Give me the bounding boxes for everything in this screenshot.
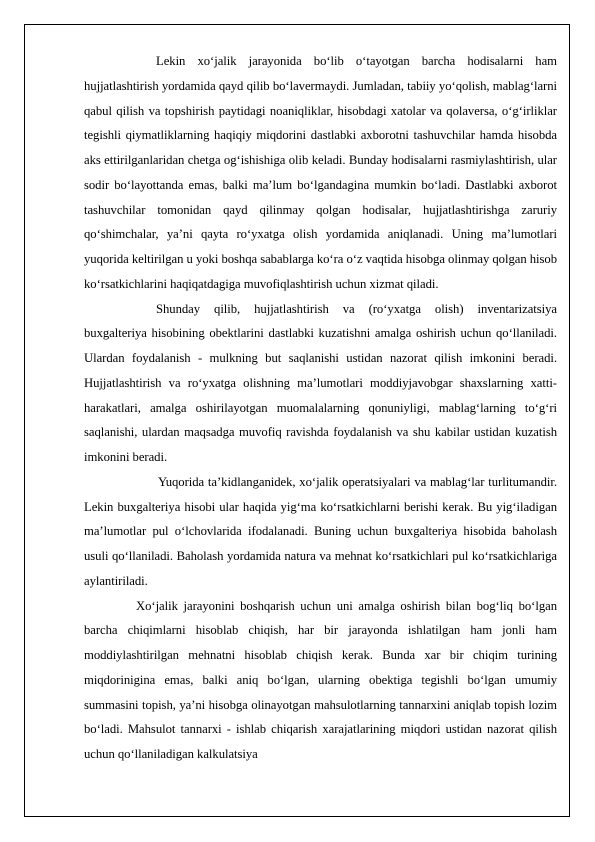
paragraph-1: Lekin xo‘jalik jarayonida bo‘lib o‘tayotgan barcha hodisalarni ham hujjatlashtirish yordamida qayd qilib bo‘lavermaydi. Jumladan, tabiiy yo‘qolish, mablag‘larni qabul qilish va topshirish paytidagi noaniqliklar, hisobdagi xatolar va qolaversa, o‘g‘irliklar tegishli qiymatliklarning haqiqiy miqdorini dastlabki axborotni tashuvchilar hamda hisobda aks ettirilganlaridan chetga og‘ishishiga olib keladi. Bunday hodisalarni rasmiylashtirish, ular sodir bo‘layottanda emas, balki ma’lum bo‘lgandagina mumkin bo‘ladi. Dastlabki axborot tashuvchilar tomonidan qayd qilinmay qolgan hodisalar, hujjatlashtirishga zaruriy qo‘shimchalar, ya’ni qayta ro‘yxatga olish yordamida aniqlanadi. Uning ma’lumotlari yuqorida keltirilgan u yoki boshqa sabablarga ko‘ra o‘z vaqtida hisobga olinmay qolgan hisob ko‘rsatkichlarini haqiqatdagiga muvofiqlashtirish uchun xizmat qiladi. [84, 54, 557, 291]
paragraph-4: Xo‘jalik jarayonini boshqarish uchun uni amalga oshirish bilan bog‘liq bo‘lgan barcha chiqimlarni hisoblab chiqish, har bir jarayonda ishlatilgan ham jonli ham moddiylashtirilgan mehnatni hisoblab chiqish kerak. Bunda xar bir chiqim turining miqdorinigina emas, balki aniq bo‘lgan, ularning obektiga tegishli bo‘lgan umumiy summasini topish, ya’ni hisobga olinayotgan mahsulotlarning tannarxini aniqlab topish lozim bo‘ladi. Mahsulot tannarxi - ishlab chiqarish xarajatlarining miqdori ustidan nazorat qilish uchun qo‘llaniladigan kalkulatsiya [84, 598, 557, 761]
paragraph-3: Yuqorida ta’kidlanganidek, xo‘jalik operatsiyalari va mablag‘lar turlitumandir. Lekin buxgalteriya hisobi ular haqida yig‘ma ko‘rsatkichlarni berishi kerak. Bu yig‘iladigan ma’lumotlar pul o‘lchovlarida ifodalanadi. Buning uchun buxgalteriya hisobida baholash usuli qo‘llaniladi. Baholash yordamida natura va mehnat ko‘rsatkichlari pul ko‘rsatkichlariga aylantiriladi. [84, 474, 557, 588]
document-body [84, 49, 557, 767]
paragraph-2: Shunday qilib, hujjatlashtirish va (ro‘yxatga olish) inventarizatsiya buxgalteriya hisobining obektlarini dastlabki kuzatishni amalga oshirish uchun qo‘llaniladi. Ulardan foydalanish - mulkning but saqlanishi ustidan nazorat qilish imkonini beradi. Hujjatlashtirish va ro‘yxatga olishning ma’lumotlari moddiyjavobgar shaxslarning xatti-harakatlari, amalga oshirilayotgan muomalalarning qonuniyligi, mablag‘larning to‘g‘ri saqlanishi, ulardan maqsadga muvofiq ravishda foydalanish va shu kabilar ustidan kuzatish imkonini beradi. [84, 301, 557, 464]
